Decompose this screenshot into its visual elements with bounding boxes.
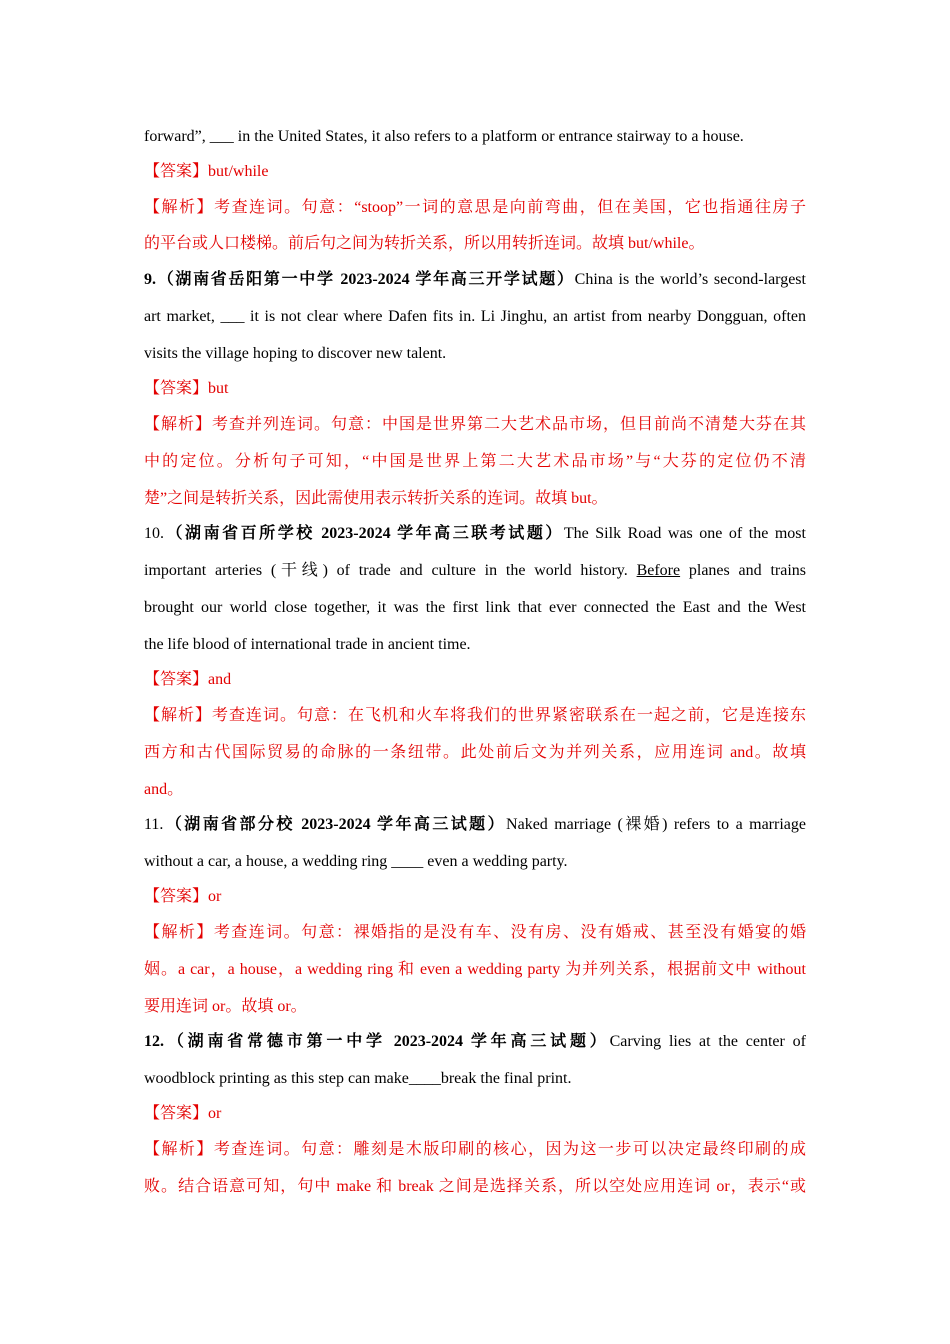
q9-analysis-line2: 中的定位。分析句子可知，“中国是世界上第二大艺术品市场”与“大芬的定位仍不清	[144, 453, 806, 470]
answer-tag: 【答案】	[144, 888, 209, 905]
q10-line3: brought our world close together, it was the first link that ever connected the East and the West	[144, 599, 806, 616]
q10-answer	[144, 670, 806, 690]
answer-tag: 【答案】	[144, 1105, 209, 1122]
q9-line2: art market, ___ it is not clear where Dafen fits in. Li Jinghu, an artist from nearby Dongguan, often	[144, 308, 806, 325]
answer-value: but	[208, 380, 229, 397]
question-source: （湖南省百所学校 2023-2024 学年高三联考试题）	[164, 525, 564, 542]
answer-tag: 【答案】	[144, 380, 209, 397]
q11-analysis-line1: 【解析】考查连词。句意：裸婚指的是没有车、没有房、没有婚戒、甚至没有婚宴的婚	[144, 924, 806, 941]
question-number: 12.	[144, 1033, 164, 1050]
q10-line2: important arteries (干线) of trade and culture in the world history. Before planes and trains	[144, 562, 806, 579]
underlined-word: Before	[636, 562, 681, 579]
q9-line1: 9.（湖南省岳阳第一中学 2023-2024 学年高三开学试题）China is the world’s second-largest	[144, 271, 806, 288]
q12-analysis-line1: 【解析】考查连词。句意：雕刻是木版印刷的核心，因为这一步可以决定最终印刷的成	[144, 1141, 806, 1158]
answer-value: but/while	[208, 163, 269, 180]
q8-analysis-line1: 【解析】考查连词。句意：“stoop”一词的意思是向前弯曲，但在美国，它也指通往房子	[144, 199, 806, 216]
q10-line4: the life blood of international trade in ancient time.	[144, 636, 471, 653]
answer-tag: 【答案】	[144, 163, 209, 180]
question-source: （湖南省岳阳第一中学 2023-2024 学年高三开学试题）	[156, 271, 575, 288]
q9-analysis-line3: 楚”之间是转折关系，因此需使用表示转折关系的连词。故填 but。	[144, 490, 608, 507]
q8-analysis-line2: 的平台或人口楼梯。前后句之间为转折关系，所以用转折连词。故填 but/while。	[144, 235, 705, 252]
question-source: （湖南省常德市第一中学 2023-2024 学年高三试题）	[164, 1033, 610, 1050]
q8-line1: forward”, ___ in the United States, it also refers to a platform or entrance stairway to a house.	[144, 128, 744, 145]
q8-answer	[144, 162, 806, 182]
q9-line3: visits the village hoping to discover new talent.	[144, 345, 447, 362]
question-number: 9.	[144, 271, 156, 288]
question-source: （湖南省部分校 2023-2024 学年高三试题）	[163, 816, 507, 833]
q9-analysis-line1: 【解析】考查并列连词。句意：中国是世界第二大艺术品市场，但目前尚不清楚大芬在其	[144, 416, 806, 433]
answer-tag: 【答案】	[144, 671, 209, 688]
analysis-tag: 【解析】	[144, 199, 215, 216]
answer-value: and	[208, 671, 232, 688]
q12-line2: woodblock printing as this step can make____break the final print.	[144, 1070, 572, 1087]
q11-line1: 11.（湖南省部分校 2023-2024 学年高三试题）Naked marriage (裸婚) refers to a marriage	[144, 816, 806, 833]
answer-value: or	[208, 1105, 222, 1122]
analysis-tag: 【解析】	[144, 416, 212, 433]
q10-analysis-line2: 西方和古代国际贸易的命脉的一条纽带。此处前后文为并列关系，应用连词 and。故填	[144, 744, 806, 761]
q10-analysis-line3: and。	[144, 781, 184, 798]
analysis-tag: 【解析】	[144, 707, 212, 724]
question-number: 11.	[144, 816, 164, 833]
q11-analysis-line3: 要用连词 or。故填 or。	[144, 998, 307, 1015]
q11-analysis-line2: 姻。a car，a house，a wedding ring 和 even a wedding party 为并列关系，根据前文中 without	[144, 961, 806, 978]
q11-line2: without a car, a house, a wedding ring ____ even a wedding party.	[144, 853, 568, 870]
q11-answer	[144, 887, 806, 907]
answer-value: or	[208, 888, 222, 905]
analysis-tag: 【解析】	[144, 924, 214, 941]
q12-line1: 12.（湖南省常德市第一中学 2023-2024 学年高三试题）Carving lies at the center of	[144, 1033, 806, 1050]
analysis-tag: 【解析】	[144, 1141, 214, 1158]
q10-line1: 10.（湖南省百所学校 2023-2024 学年高三联考试题）The Silk Road was one of the most	[144, 525, 806, 542]
q12-answer	[144, 1104, 806, 1124]
question-number: 10.	[144, 525, 164, 542]
q10-analysis-line1: 【解析】考查连词。句意：在飞机和火车将我们的世界紧密联系在一起之前，它是连接东	[144, 707, 806, 724]
q12-analysis-line2: 败。结合语意可知，句中 make 和 break 之间是选择关系，所以空处应用连词 or，表示“或	[144, 1178, 806, 1195]
q9-answer	[144, 379, 806, 399]
